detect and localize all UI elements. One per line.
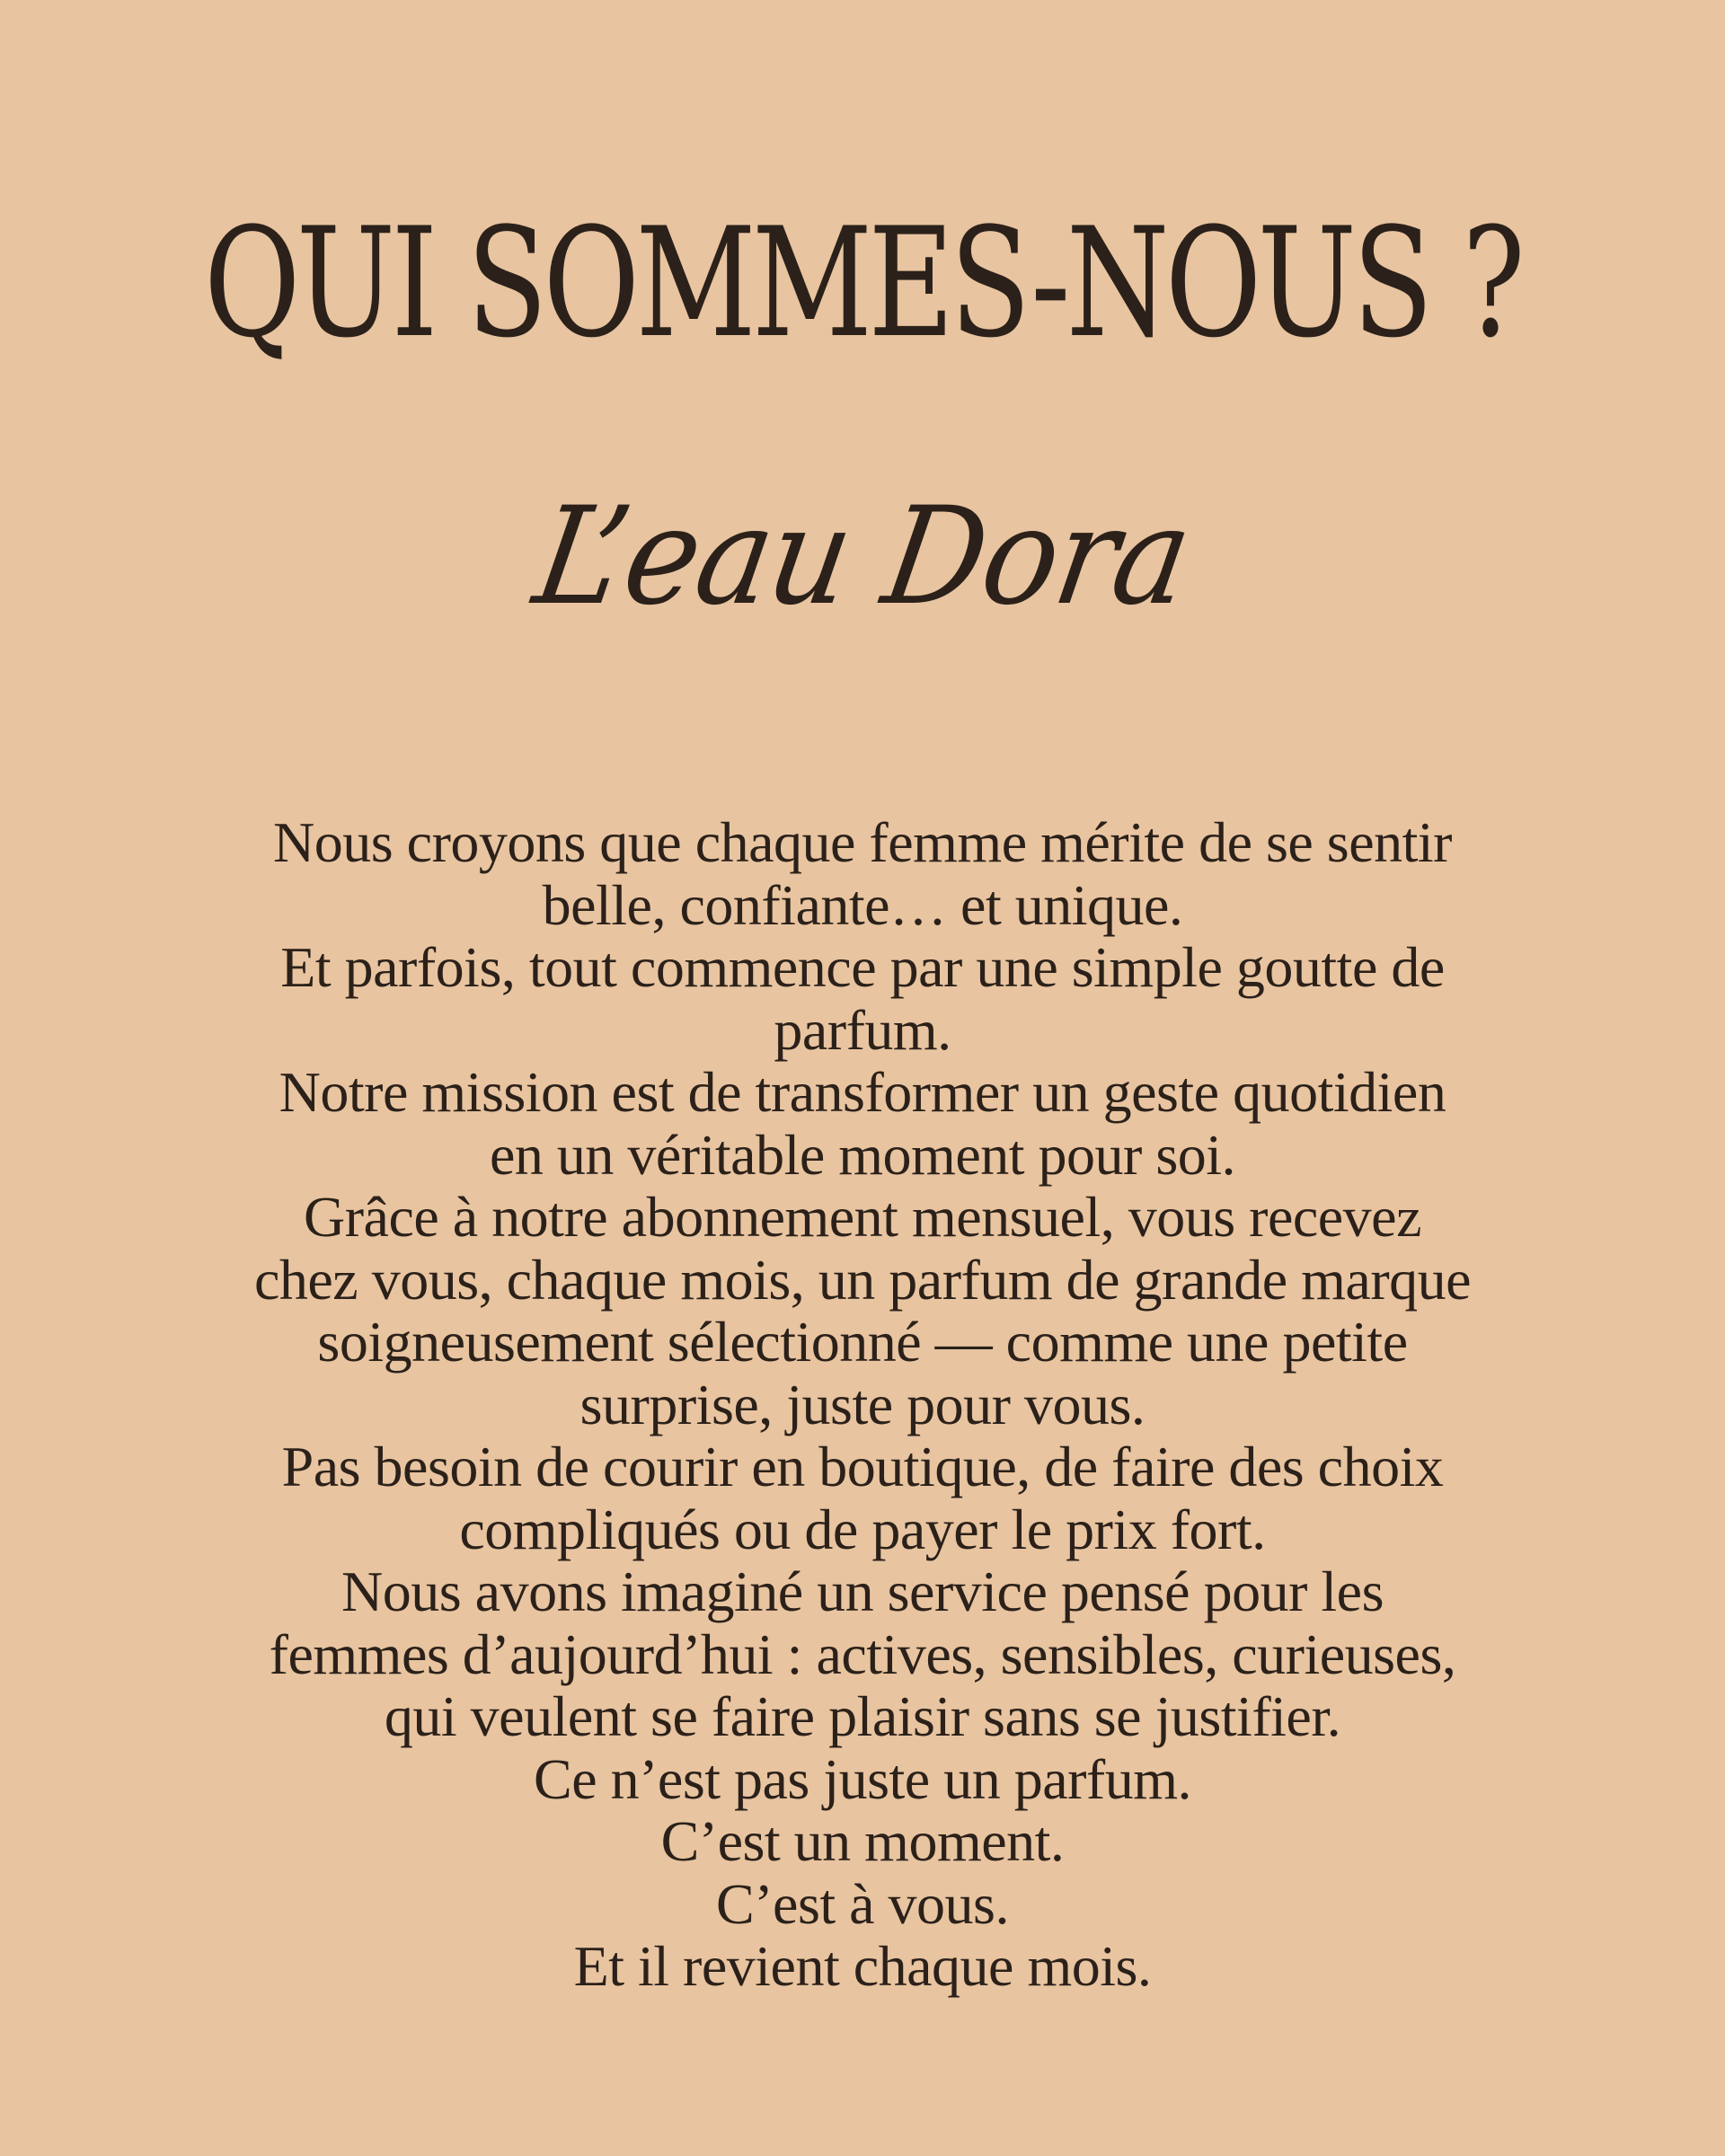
about-body (189, 811, 1536, 1998)
body-line: Et parfois, tout commence par une simple goutte de (280, 935, 1445, 999)
brand-name: L’eau Dora (525, 479, 1200, 635)
body-line: surprise, juste pour vous. (579, 1372, 1146, 1436)
body-line: qui veulent se faire plaisir sans se justifier. (384, 1684, 1341, 1748)
body-line: chez vous, chaque mois, un parfum de grande marque (253, 1247, 1472, 1312)
body-line: Ce n’est pas juste un parfum. (534, 1746, 1191, 1811)
body-line: C’est un moment. (660, 1809, 1065, 1873)
body-line: Pas besoin de courir en boutique, de faire des choix (281, 1435, 1444, 1498)
page-title: QUI SOMMES-NOUS ? (204, 195, 1521, 371)
body-line: compliqués ou de payer le prix fort. (459, 1497, 1266, 1561)
body-line: C’est à vous. (716, 1871, 1009, 1936)
body-line: Nous croyons que chaque femme mérite de se sentir (273, 810, 1452, 874)
body-line: Grâce à notre abonnement mensuel, vous recevez (304, 1185, 1421, 1249)
body-line: Et il revient chaque mois. (573, 1934, 1152, 1998)
body-line: en un véritable moment pour soi. (489, 1122, 1236, 1187)
body-line: Notre mission est de transformer un geste quotidien (279, 1060, 1446, 1124)
body-line: soigneusement sélectionné — comme une petite (317, 1310, 1408, 1374)
body-line: parfum. (774, 997, 951, 1062)
body-line: Nous avons imaginé un service pensé pour les (341, 1560, 1384, 1623)
body-line: femmes d’aujourd’hui : actives, sensibles, curieuses, (269, 1621, 1456, 1686)
body-line: belle, confiante… et unique. (542, 872, 1183, 937)
